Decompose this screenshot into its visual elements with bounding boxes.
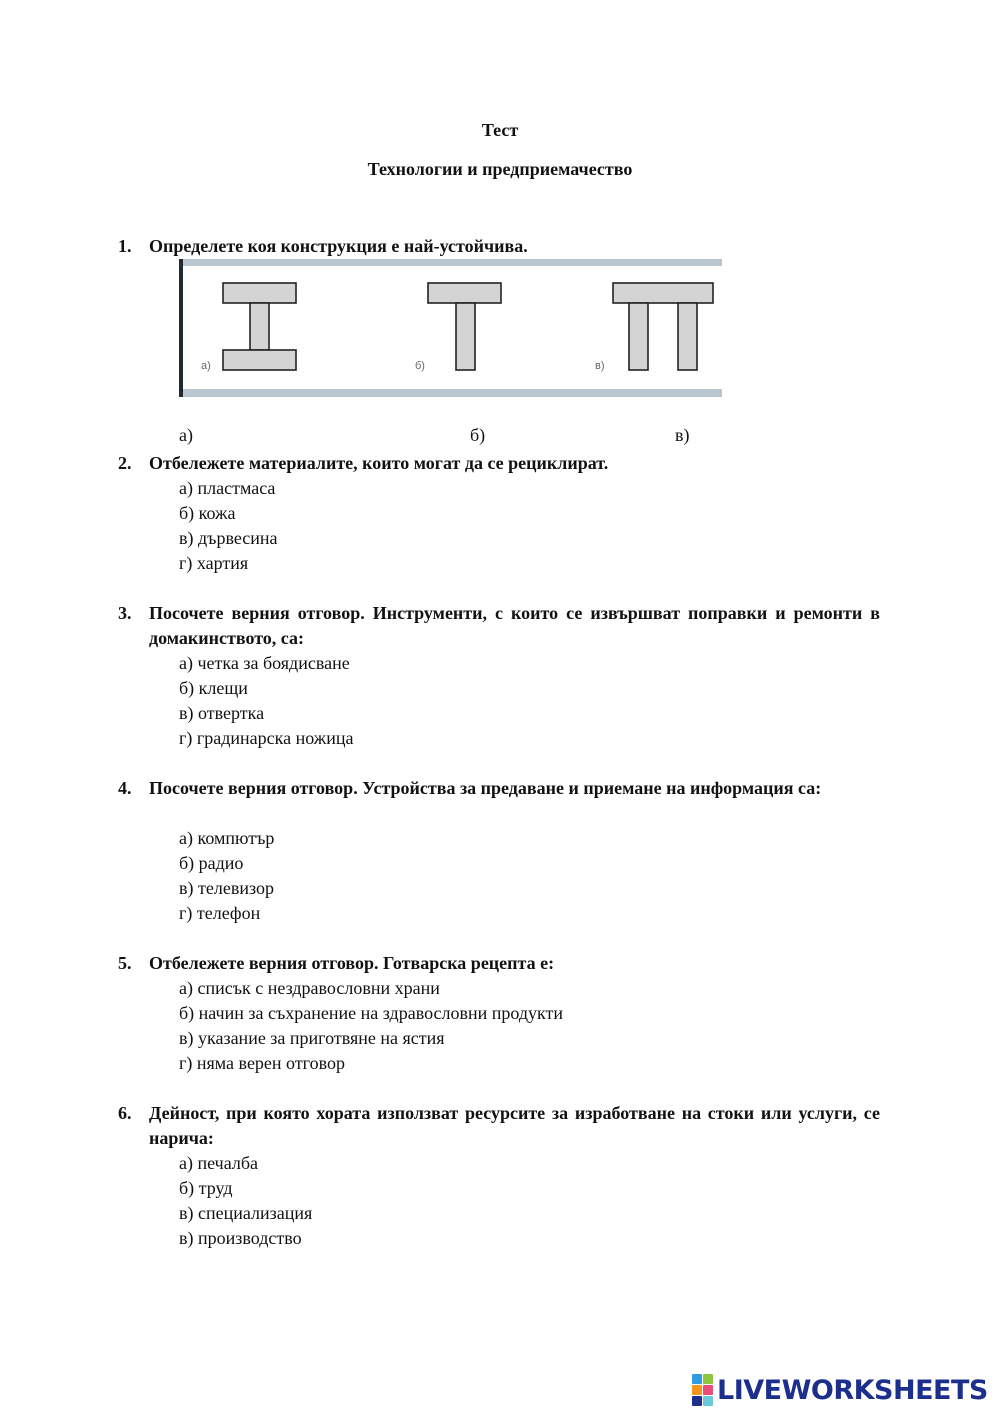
option-item[interactable]: г) хартия — [179, 553, 249, 573]
logo-tile — [692, 1396, 702, 1406]
options-list-4 — [179, 826, 274, 926]
logo-tile — [703, 1374, 713, 1384]
liveworksheets-logo[interactable] — [692, 1372, 988, 1408]
option-item[interactable]: в) указание за приготвяне на ястия — [179, 1028, 445, 1048]
question-text: Отбележете материалите, които могат да се рециклират. — [149, 453, 609, 473]
option-item[interactable]: а) печалба — [179, 1153, 258, 1173]
option-item[interactable]: в) специализация — [179, 1203, 313, 1223]
option-item[interactable]: в) телевизор — [179, 878, 274, 898]
option-item[interactable]: б) кожа — [179, 503, 236, 523]
option-item[interactable]: в) дървесина — [179, 528, 278, 548]
options-list-3 — [179, 651, 354, 751]
liveworksheets-logo-icon — [692, 1374, 713, 1406]
option-item[interactable]: б) радио — [179, 853, 244, 873]
answer-label-b[interactable]: б) — [470, 425, 486, 445]
options-list-5 — [179, 976, 563, 1076]
panel-label-a: а) — [201, 360, 211, 372]
question-number: 4. — [118, 778, 132, 798]
option-item[interactable]: г) градинарска ножица — [179, 728, 354, 748]
option-item[interactable]: г) няма верен отговор — [179, 1053, 345, 1073]
logo-wordmark: LIVEWORKSHEETS — [717, 1374, 988, 1406]
question-text: Посочете верния отговор. Инструменти, с които се извършват поправки и ремонти в домакинството, са: — [149, 603, 880, 648]
figure-top-bar — [179, 259, 722, 266]
option-item[interactable]: б) начин за съхранение на здравословни продукти — [179, 1003, 564, 1023]
logo-tile — [703, 1396, 713, 1406]
logo-tile — [703, 1385, 713, 1395]
answer-label-c[interactable]: в) — [675, 425, 690, 445]
option-item[interactable]: в) производство — [179, 1228, 302, 1248]
question-number: 1. — [118, 236, 132, 256]
question-6 — [118, 1101, 880, 1151]
question-1 — [118, 234, 880, 259]
constructions-figure — [179, 259, 722, 397]
option-item[interactable]: б) клещи — [179, 678, 248, 698]
question-5 — [118, 951, 880, 976]
question-text: Дейност, при която хората използват ресурсите за изработване на стоки или услуги, се нарича: — [149, 1103, 880, 1148]
figure-left-edge — [179, 259, 183, 397]
option-item[interactable]: г) телефон — [179, 903, 261, 923]
question-number: 6. — [118, 1103, 132, 1123]
option-item[interactable]: а) пластмаса — [179, 478, 276, 498]
question-text: Определете коя конструкция е най-устойчива. — [149, 236, 528, 256]
question-text: Посочете верния отговор. Устройства за предаване и приемане на информация са: — [149, 778, 822, 798]
question-2 — [118, 451, 880, 476]
options-list-6 — [179, 1151, 312, 1251]
question-text: Отбележете верния отговор. Готварска рецепта е: — [149, 953, 555, 973]
option-item[interactable]: в) отвертка — [179, 703, 265, 723]
panel-label-c: в) — [595, 360, 605, 372]
test-subtitle: Технологии и предприемачество — [367, 159, 633, 179]
option-item[interactable]: а) четка за боядисване — [179, 653, 350, 673]
question-number: 5. — [118, 953, 132, 973]
option-item[interactable]: б) труд — [179, 1178, 233, 1198]
answer-label-a[interactable]: а) — [179, 425, 193, 445]
question-number: 3. — [118, 603, 132, 623]
panel-label-b: б) — [415, 360, 425, 372]
question-4 — [118, 776, 880, 801]
option-item[interactable]: а) списък с нездравословни храни — [179, 978, 440, 998]
option-item[interactable]: а) компютър — [179, 828, 275, 848]
question-number: 2. — [118, 453, 132, 473]
test-title: Тест — [481, 120, 519, 140]
figure-bottom-bar — [179, 389, 722, 397]
logo-tile — [692, 1385, 702, 1395]
logo-tile — [692, 1374, 702, 1384]
question-3 — [118, 601, 880, 651]
options-list-2 — [179, 476, 278, 576]
